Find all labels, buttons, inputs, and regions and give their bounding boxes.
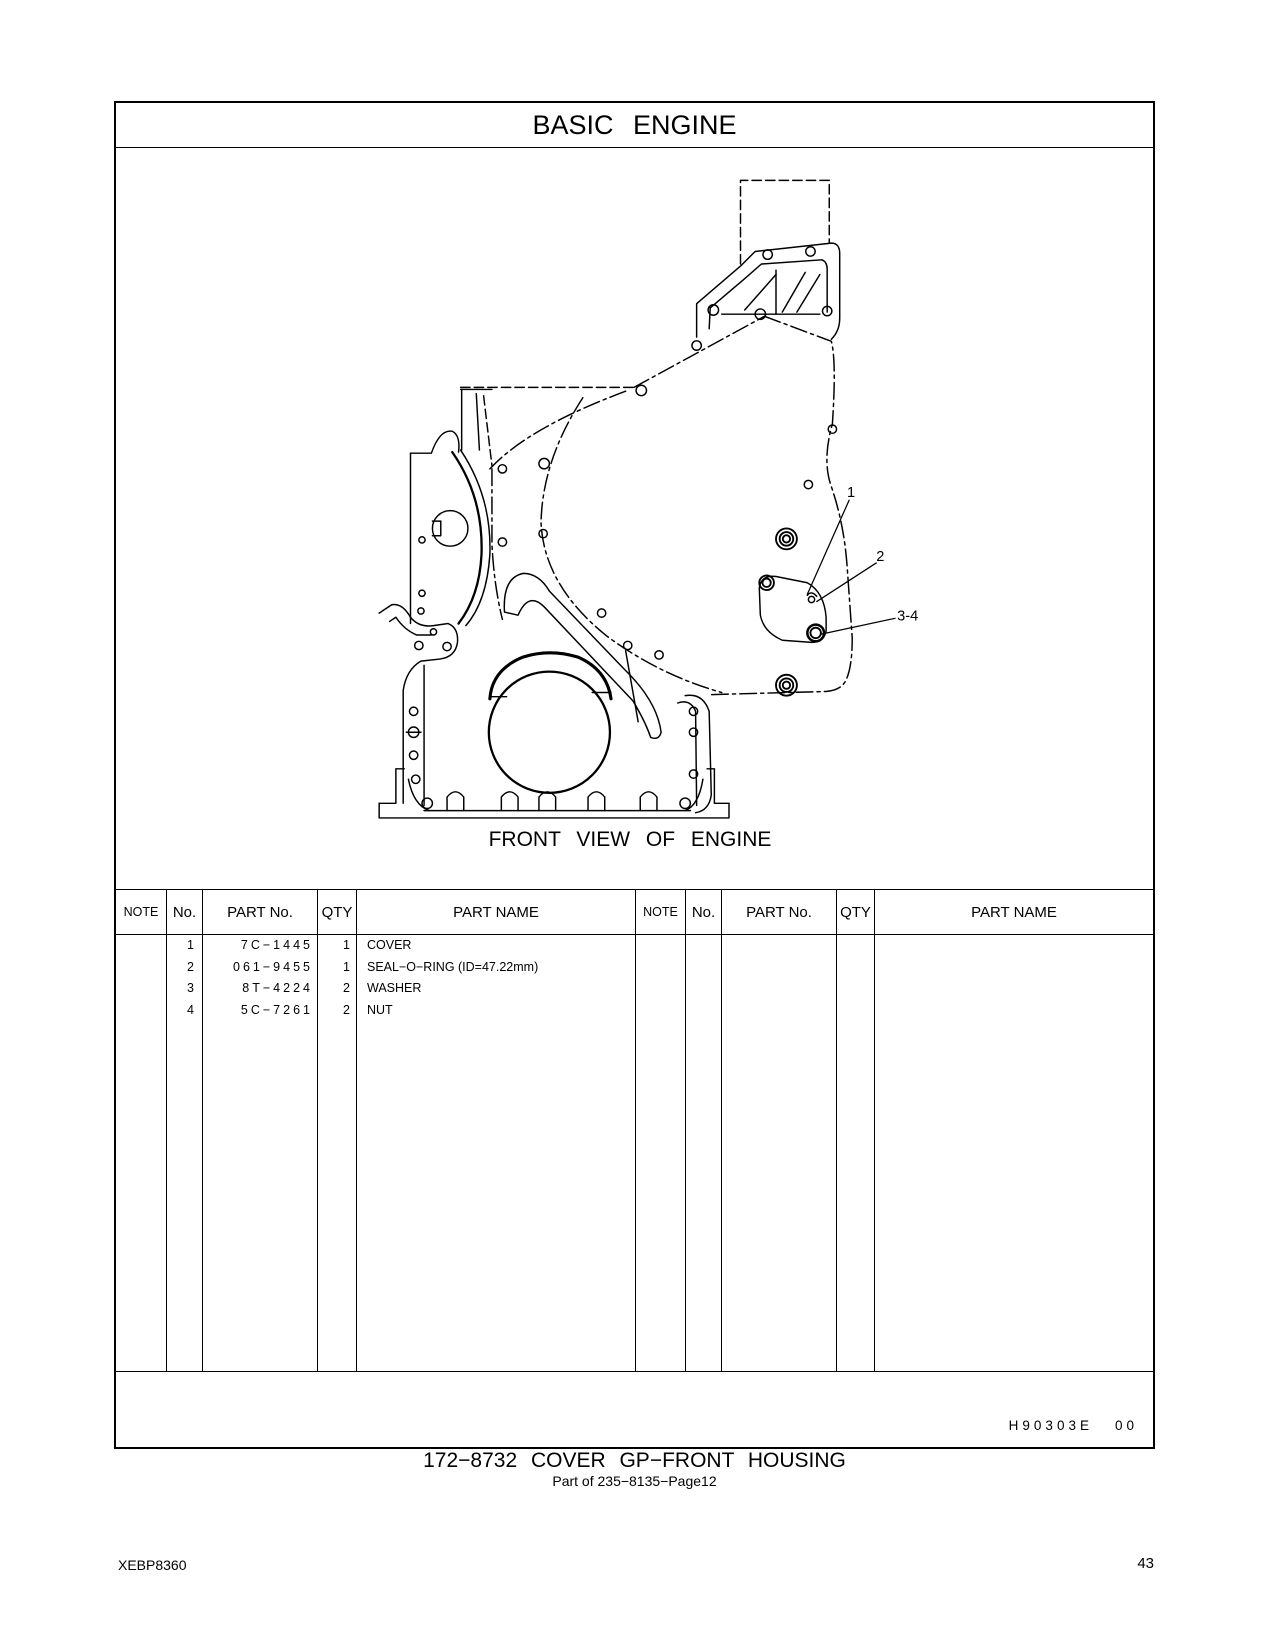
row-no: 2 <box>187 959 194 974</box>
row-qty: 1 <box>343 938 350 952</box>
illustration-code <box>1009 1417 1138 1435</box>
qty-column-right <box>837 935 875 1371</box>
housing-left-dashed <box>484 396 492 466</box>
illustration-revision: 00 <box>1114 1418 1138 1433</box>
illustration-reference-row <box>116 1372 1153 1447</box>
header-note: NOTE <box>116 890 167 934</box>
row-part-no: 061−9455 <box>233 959 313 974</box>
housing-outline-left-diagonal <box>490 390 628 468</box>
publication-number: XEBP8360 <box>118 1557 187 1573</box>
lower-right-fillet <box>678 695 711 813</box>
header-part-name: PART NAME <box>357 890 636 934</box>
part-no-column-right <box>722 935 837 1371</box>
row-qty: 1 <box>343 959 350 974</box>
row-part-name: NUT <box>367 1002 393 1017</box>
bolt-heads <box>759 528 824 695</box>
header-qty: QTY <box>318 890 357 934</box>
row-no: 4 <box>187 1002 194 1017</box>
upper-tower-outline <box>740 180 829 264</box>
housing-outline-right <box>711 316 852 694</box>
page-number: 43 <box>1137 1555 1154 1572</box>
parts-frame <box>114 101 1155 1449</box>
header-no: No. <box>167 890 203 934</box>
illustration-number: H90303E <box>1008 1418 1093 1433</box>
inner-rib <box>626 651 639 722</box>
upper-mount-bracket <box>697 243 840 339</box>
header-part-no-right: PART No. <box>722 890 837 934</box>
no-column <box>167 935 203 1371</box>
part-no-column <box>203 935 318 1371</box>
row-part-name: SEAL−O−RING (ID=47.22mm) <box>367 959 539 974</box>
parts-table-header <box>116 890 1153 935</box>
row-part-no: 5C−7261 <box>240 1002 313 1017</box>
group-subtitle: Part of 235−8135−Page12 <box>552 1473 717 1489</box>
callout-2: 2 <box>876 548 885 565</box>
header-part-no: PART No. <box>203 890 318 934</box>
no-column-right <box>686 935 722 1371</box>
section-title: BASIC ENGINE <box>116 103 1153 148</box>
engine-front-view-drawing <box>116 148 1153 889</box>
mounting-holes <box>408 247 836 809</box>
header-note-right: NOTE <box>636 890 686 934</box>
callout-1: 1 <box>847 485 856 502</box>
row-part-name: COVER <box>367 938 412 952</box>
part-name-column-right <box>875 935 1153 1371</box>
row-qty: 2 <box>343 1002 350 1017</box>
note-column <box>116 935 167 1371</box>
row-part-no: 7C−1445 <box>240 938 313 952</box>
qty-column <box>318 935 357 1371</box>
header-qty-right: QTY <box>837 890 875 934</box>
header-part-name-right: PART NAME <box>971 903 1057 921</box>
part-name-column <box>357 935 636 1371</box>
group-title: 172−8732 COVER GP−FRONT HOUSING <box>423 1449 846 1472</box>
housing-inner-left <box>492 469 502 619</box>
callout-3-4: 3-4 <box>897 608 919 625</box>
row-no: 1 <box>187 938 194 952</box>
row-part-name: WASHER <box>367 981 422 995</box>
row-qty: 2 <box>343 981 350 995</box>
row-no: 3 <box>187 981 194 995</box>
illustration-panel <box>116 148 1153 890</box>
housing-outline-top <box>634 316 765 387</box>
note-column-right <box>636 935 686 1371</box>
figure-caption: FRONT VIEW OF ENGINE <box>488 828 772 851</box>
header-no-right: No. <box>686 890 722 934</box>
parts-table-body <box>116 935 1153 1372</box>
crankshaft-seal-bore <box>489 653 611 793</box>
row-part-no: 8T−4224 <box>242 981 313 995</box>
